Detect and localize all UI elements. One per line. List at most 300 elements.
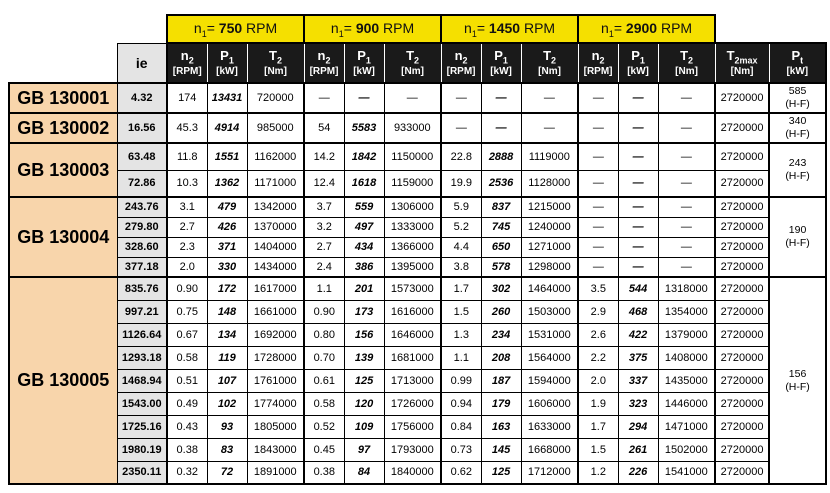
t2max-cell: 2720000 bbox=[715, 346, 769, 369]
speed-band-row bbox=[9, 15, 826, 43]
n2-cell: 0.90 bbox=[167, 277, 207, 300]
t2-cell: 1215000 bbox=[521, 197, 578, 217]
n2-cell: — bbox=[578, 143, 618, 170]
t2-cell: 1805000 bbox=[247, 415, 304, 438]
p1-cell: 479 bbox=[207, 197, 247, 217]
p1-cell: 187 bbox=[481, 369, 521, 392]
p1-cell: 330 bbox=[207, 257, 247, 277]
ie-cell: 1725.16 bbox=[117, 415, 167, 438]
n2-cell: 0.90 bbox=[304, 300, 344, 323]
n2-cell: — bbox=[578, 170, 618, 197]
table-row bbox=[9, 392, 826, 415]
n2-cell: 2.7 bbox=[304, 237, 344, 257]
t2-cell: — bbox=[658, 113, 715, 143]
t2-cell: 933000 bbox=[384, 113, 441, 143]
table-row bbox=[9, 237, 826, 257]
t2-cell: 1692000 bbox=[247, 323, 304, 346]
p1-cell: 1618 bbox=[344, 170, 384, 197]
ie-cell: 1468.94 bbox=[117, 369, 167, 392]
p1-cell: — bbox=[618, 197, 658, 217]
t2-cell: 985000 bbox=[247, 113, 304, 143]
n2-cell: — bbox=[578, 83, 618, 113]
t2-cell: 1713000 bbox=[384, 369, 441, 392]
n2-cell: 0.62 bbox=[441, 461, 481, 484]
t2max-cell: 2720000 bbox=[715, 369, 769, 392]
t2-cell: 1434000 bbox=[247, 257, 304, 277]
n2-cell: 1.7 bbox=[578, 415, 618, 438]
t2-cell: 1171000 bbox=[247, 170, 304, 197]
p1-cell: 163 bbox=[481, 415, 521, 438]
t2-cell: 1726000 bbox=[384, 392, 441, 415]
t2-cell: — bbox=[384, 83, 441, 113]
n2-cell: 5.9 bbox=[441, 197, 481, 217]
pt-note: (H-F) bbox=[785, 170, 810, 182]
n2-cell: 2.3 bbox=[167, 237, 207, 257]
ie-cell: 243.76 bbox=[117, 197, 167, 217]
p1-cell: 13431 bbox=[207, 83, 247, 113]
p1-cell: 109 bbox=[344, 415, 384, 438]
p1-cell: 302 bbox=[481, 277, 521, 300]
t2max-cell: 2720000 bbox=[715, 143, 769, 170]
p1-cell: 468 bbox=[618, 300, 658, 323]
p1-cell: — bbox=[618, 143, 658, 170]
p1-cell: 422 bbox=[618, 323, 658, 346]
t2max-cell: 2720000 bbox=[715, 83, 769, 113]
t2-cell: 1594000 bbox=[521, 369, 578, 392]
p1-cell: — bbox=[481, 83, 521, 113]
table-row bbox=[9, 277, 826, 300]
n2-cell: 0.58 bbox=[167, 346, 207, 369]
t2-cell: 1712000 bbox=[521, 461, 578, 484]
n2-cell: 2.4 bbox=[304, 257, 344, 277]
p1-cell: 145 bbox=[481, 438, 521, 461]
p1-cell: 323 bbox=[618, 392, 658, 415]
table-row bbox=[9, 170, 826, 197]
n2-cell: 0.80 bbox=[304, 323, 344, 346]
ie-cell: 997.21 bbox=[117, 300, 167, 323]
n2-cell: 1.1 bbox=[441, 346, 481, 369]
p1-cell: — bbox=[344, 83, 384, 113]
p1-cell: 139 bbox=[344, 346, 384, 369]
p1-cell: 173 bbox=[344, 300, 384, 323]
n2-cell: 1.5 bbox=[578, 438, 618, 461]
t2-cell: 1661000 bbox=[247, 300, 304, 323]
speed-group-1450: $n_1= 1450$ RPM bbox=[441, 15, 578, 43]
n2-cell: 0.73 bbox=[441, 438, 481, 461]
p1-cell: 497 bbox=[344, 217, 384, 237]
pt-note: (H-F) bbox=[785, 380, 810, 393]
ie-cell: 16.56 bbox=[117, 113, 167, 143]
t2max-cell: 2720000 bbox=[715, 257, 769, 277]
model-header-blank bbox=[9, 43, 117, 83]
t2-cell: 1502000 bbox=[658, 438, 715, 461]
table-row bbox=[9, 217, 826, 237]
col-header-t2: $T_2$ [Nm] bbox=[658, 43, 715, 83]
t2max-cell: 2720000 bbox=[715, 237, 769, 257]
table-header bbox=[9, 15, 826, 83]
pt-cell bbox=[769, 277, 826, 484]
table-row bbox=[9, 257, 826, 277]
pt-value: 585 bbox=[788, 85, 807, 98]
n2-cell: 0.75 bbox=[167, 300, 207, 323]
col-header-n2: $n_2$ [RPM] bbox=[578, 43, 618, 83]
t2-cell: — bbox=[658, 83, 715, 113]
t2max-cell: 2720000 bbox=[715, 113, 769, 143]
p1-cell: 375 bbox=[618, 346, 658, 369]
n2-cell: — bbox=[441, 83, 481, 113]
col-header-n2: $n_2$ [RPM] bbox=[167, 43, 207, 83]
ie-cell: 1543.00 bbox=[117, 392, 167, 415]
t2-cell: — bbox=[658, 170, 715, 197]
n2-cell: 0.67 bbox=[167, 323, 207, 346]
n2-cell: 0.49 bbox=[167, 392, 207, 415]
n2-cell: 3.7 bbox=[304, 197, 344, 217]
col-header-p1: $P_1$ [kW] bbox=[344, 43, 384, 83]
t2-cell: 1668000 bbox=[521, 438, 578, 461]
t2max-cell: 2720000 bbox=[715, 217, 769, 237]
n2-cell: 5.2 bbox=[441, 217, 481, 237]
n2-cell: 3.1 bbox=[167, 197, 207, 217]
p1-cell: 102 bbox=[207, 392, 247, 415]
p1-cell: 1842 bbox=[344, 143, 384, 170]
ie-cell: 63.48 bbox=[117, 143, 167, 170]
col-header-p1: $P_1$ [kW] bbox=[481, 43, 521, 83]
t2-cell: 1318000 bbox=[658, 277, 715, 300]
p1-cell: 119 bbox=[207, 346, 247, 369]
n2-cell: 45.3 bbox=[167, 113, 207, 143]
p1-cell: 2888 bbox=[481, 143, 521, 170]
table-row bbox=[9, 346, 826, 369]
p1-cell: 260 bbox=[481, 300, 521, 323]
p1-cell: — bbox=[618, 257, 658, 277]
t2-cell: 1756000 bbox=[384, 415, 441, 438]
ie-column-header: ie bbox=[117, 43, 167, 83]
t2-cell: 1843000 bbox=[247, 438, 304, 461]
t2max-cell: 2720000 bbox=[715, 415, 769, 438]
pt-cell bbox=[769, 113, 826, 143]
t2max-cell: 2720000 bbox=[715, 392, 769, 415]
t2-cell: 720000 bbox=[247, 83, 304, 113]
n2-cell: 10.3 bbox=[167, 170, 207, 197]
t2-cell: 1681000 bbox=[384, 346, 441, 369]
col-header-n2: $n_2$ [RPM] bbox=[304, 43, 344, 83]
t2-cell: 1128000 bbox=[521, 170, 578, 197]
p1-cell: 5583 bbox=[344, 113, 384, 143]
ie-cell: 1126.64 bbox=[117, 323, 167, 346]
p1-cell: 226 bbox=[618, 461, 658, 484]
corner-blank bbox=[715, 15, 826, 43]
n2-cell: 0.32 bbox=[167, 461, 207, 484]
t2-cell: — bbox=[521, 83, 578, 113]
n2-cell: — bbox=[578, 257, 618, 277]
n2-cell: 3.8 bbox=[441, 257, 481, 277]
t2max-cell: 2720000 bbox=[715, 170, 769, 197]
p1-cell: 179 bbox=[481, 392, 521, 415]
p1-cell: — bbox=[481, 113, 521, 143]
t2-cell: 1306000 bbox=[384, 197, 441, 217]
table-row bbox=[9, 197, 826, 217]
n2-cell: 0.70 bbox=[304, 346, 344, 369]
p1-cell: 83 bbox=[207, 438, 247, 461]
p1-cell: 2536 bbox=[481, 170, 521, 197]
p1-cell: 426 bbox=[207, 217, 247, 237]
t2-cell: 1617000 bbox=[247, 277, 304, 300]
n2-cell: 0.94 bbox=[441, 392, 481, 415]
p1-cell: 1362 bbox=[207, 170, 247, 197]
ie-cell: 835.76 bbox=[117, 277, 167, 300]
n2-cell: 0.58 bbox=[304, 392, 344, 415]
t2max-cell: 2720000 bbox=[715, 300, 769, 323]
n2-cell: 22.8 bbox=[441, 143, 481, 170]
t2max-cell: 2720000 bbox=[715, 277, 769, 300]
t2-cell: 1379000 bbox=[658, 323, 715, 346]
table-row bbox=[9, 83, 826, 113]
t2-cell: — bbox=[658, 257, 715, 277]
pt-note: (H-F) bbox=[785, 128, 810, 140]
model-cell: GB 130001 bbox=[9, 83, 117, 113]
t2-cell: 1333000 bbox=[384, 217, 441, 237]
t2-cell: 1840000 bbox=[384, 461, 441, 484]
t2-cell: 1159000 bbox=[384, 170, 441, 197]
n2-cell: 0.84 bbox=[441, 415, 481, 438]
ie-cell: 4.32 bbox=[117, 83, 167, 113]
p1-cell: — bbox=[618, 83, 658, 113]
t2-cell: 1728000 bbox=[247, 346, 304, 369]
n2-cell: — bbox=[578, 113, 618, 143]
t2-cell: — bbox=[658, 143, 715, 170]
p1-cell: 72 bbox=[207, 461, 247, 484]
p1-cell: 371 bbox=[207, 237, 247, 257]
n2-cell: 2.0 bbox=[167, 257, 207, 277]
pt-cell bbox=[769, 143, 826, 197]
t2-cell: 1271000 bbox=[521, 237, 578, 257]
t2-cell: 1774000 bbox=[247, 392, 304, 415]
n2-cell: 2.2 bbox=[578, 346, 618, 369]
t2-cell: 1503000 bbox=[521, 300, 578, 323]
model-cell: GB 130002 bbox=[9, 113, 117, 143]
n2-cell: 3.2 bbox=[304, 217, 344, 237]
n2-cell: — bbox=[578, 237, 618, 257]
p1-cell: 84 bbox=[344, 461, 384, 484]
p1-cell: 208 bbox=[481, 346, 521, 369]
t2-cell: 1342000 bbox=[247, 197, 304, 217]
n2-cell: 0.43 bbox=[167, 415, 207, 438]
col-header-t2: $T_2$ [Nm] bbox=[384, 43, 441, 83]
p1-cell: 4914 bbox=[207, 113, 247, 143]
p1-cell: 294 bbox=[618, 415, 658, 438]
t2-cell: 1162000 bbox=[247, 143, 304, 170]
p1-cell: 107 bbox=[207, 369, 247, 392]
speed-group-900: $n_1= 900$ RPM bbox=[304, 15, 441, 43]
ie-cell: 1980.19 bbox=[117, 438, 167, 461]
t2-cell: 1354000 bbox=[658, 300, 715, 323]
t2-cell: 1793000 bbox=[384, 438, 441, 461]
t2-cell: 1471000 bbox=[658, 415, 715, 438]
ie-cell: 279.80 bbox=[117, 217, 167, 237]
t2-cell: 1298000 bbox=[521, 257, 578, 277]
n2-cell: 1.2 bbox=[578, 461, 618, 484]
col-header-n2: $n_2$ [RPM] bbox=[441, 43, 481, 83]
n2-cell: 14.2 bbox=[304, 143, 344, 170]
p1-cell: 386 bbox=[344, 257, 384, 277]
n2-cell: 4.4 bbox=[441, 237, 481, 257]
t2-cell: 1370000 bbox=[247, 217, 304, 237]
t2-cell: 1761000 bbox=[247, 369, 304, 392]
n2-cell: 0.99 bbox=[441, 369, 481, 392]
p1-cell: 745 bbox=[481, 217, 521, 237]
ie-cell: 1293.18 bbox=[117, 346, 167, 369]
pt-cell bbox=[769, 197, 826, 277]
pt-cell bbox=[769, 83, 826, 113]
t2-cell: — bbox=[521, 113, 578, 143]
n2-cell: 2.7 bbox=[167, 217, 207, 237]
t2-cell: — bbox=[658, 237, 715, 257]
n2-cell: — bbox=[578, 217, 618, 237]
t2-cell: 1366000 bbox=[384, 237, 441, 257]
n2-cell: 0.38 bbox=[167, 438, 207, 461]
t2-cell: 1404000 bbox=[247, 237, 304, 257]
p1-cell: — bbox=[618, 237, 658, 257]
table-row bbox=[9, 369, 826, 392]
n2-cell: — bbox=[304, 83, 344, 113]
n2-cell: 1.7 bbox=[441, 277, 481, 300]
t2max-cell: 2720000 bbox=[715, 323, 769, 346]
n2-cell: 1.9 bbox=[578, 392, 618, 415]
col-header-pt: $P_t$ [kW] bbox=[769, 43, 826, 83]
t2-cell: 1119000 bbox=[521, 143, 578, 170]
p1-cell: 1551 bbox=[207, 143, 247, 170]
n2-cell: 12.4 bbox=[304, 170, 344, 197]
col-header-t2: $T_2$ [Nm] bbox=[521, 43, 578, 83]
p1-cell: 120 bbox=[344, 392, 384, 415]
pt-note: (H-F) bbox=[785, 98, 810, 110]
n2-cell: 0.45 bbox=[304, 438, 344, 461]
col-header-p1: $P_1$ [kW] bbox=[207, 43, 247, 83]
t2-cell: 1531000 bbox=[521, 323, 578, 346]
n2-cell: 1.1 bbox=[304, 277, 344, 300]
pt-value: 190 bbox=[788, 224, 807, 237]
t2max-cell: 2720000 bbox=[715, 197, 769, 217]
t2-cell: 1395000 bbox=[384, 257, 441, 277]
n2-cell: — bbox=[578, 197, 618, 217]
model-cell: GB 130004 bbox=[9, 197, 117, 277]
p1-cell: 97 bbox=[344, 438, 384, 461]
t2max-cell: 2720000 bbox=[715, 461, 769, 484]
p1-cell: — bbox=[618, 170, 658, 197]
table-row bbox=[9, 461, 826, 484]
corner-blank bbox=[9, 15, 167, 43]
p1-cell: 234 bbox=[481, 323, 521, 346]
n2-cell: 0.52 bbox=[304, 415, 344, 438]
table-body bbox=[9, 83, 826, 484]
p1-cell: 125 bbox=[481, 461, 521, 484]
p1-cell: 559 bbox=[344, 197, 384, 217]
p1-cell: 544 bbox=[618, 277, 658, 300]
col-header-t2max: $T_{2max}$ [Nm] bbox=[715, 43, 769, 83]
model-cell: GB 130003 bbox=[9, 143, 117, 197]
p1-cell: 578 bbox=[481, 257, 521, 277]
t2-cell: — bbox=[658, 197, 715, 217]
n2-cell: 2.6 bbox=[578, 323, 618, 346]
speed-group-2900: $n_1= 2900$ RPM bbox=[578, 15, 715, 43]
pt-value: 243 bbox=[788, 157, 807, 170]
model-cell: GB 130005 bbox=[9, 277, 117, 484]
n2-cell: — bbox=[441, 113, 481, 143]
ie-cell: 2350.11 bbox=[117, 461, 167, 484]
p1-cell: 134 bbox=[207, 323, 247, 346]
p1-cell: 125 bbox=[344, 369, 384, 392]
n2-cell: 1.3 bbox=[441, 323, 481, 346]
t2-cell: 1891000 bbox=[247, 461, 304, 484]
n2-cell: 0.51 bbox=[167, 369, 207, 392]
n2-cell: 11.8 bbox=[167, 143, 207, 170]
n2-cell: 19.9 bbox=[441, 170, 481, 197]
ie-cell: 328.60 bbox=[117, 237, 167, 257]
p1-cell: 93 bbox=[207, 415, 247, 438]
n2-cell: 174 bbox=[167, 83, 207, 113]
t2-cell: 1240000 bbox=[521, 217, 578, 237]
n2-cell: 2.0 bbox=[578, 369, 618, 392]
t2-cell: 1446000 bbox=[658, 392, 715, 415]
p1-cell: 148 bbox=[207, 300, 247, 323]
p1-cell: — bbox=[618, 217, 658, 237]
ie-cell: 377.18 bbox=[117, 257, 167, 277]
n2-cell: 0.38 bbox=[304, 461, 344, 484]
n2-cell: 54 bbox=[304, 113, 344, 143]
table-row bbox=[9, 143, 826, 170]
t2-cell: 1408000 bbox=[658, 346, 715, 369]
t2-cell: 1646000 bbox=[384, 323, 441, 346]
p1-cell: 434 bbox=[344, 237, 384, 257]
t2-cell: 1616000 bbox=[384, 300, 441, 323]
pt-value: 340 bbox=[788, 115, 807, 128]
p1-cell: 156 bbox=[344, 323, 384, 346]
pt-note: (H-F) bbox=[785, 237, 810, 249]
t2-cell: 1564000 bbox=[521, 346, 578, 369]
table-row bbox=[9, 300, 826, 323]
p1-cell: — bbox=[618, 113, 658, 143]
table-row bbox=[9, 438, 826, 461]
col-header-p1: $P_1$ [kW] bbox=[618, 43, 658, 83]
n2-cell: 1.5 bbox=[441, 300, 481, 323]
t2-cell: 1464000 bbox=[521, 277, 578, 300]
p1-cell: 337 bbox=[618, 369, 658, 392]
table-row bbox=[9, 323, 826, 346]
n2-cell: 2.9 bbox=[578, 300, 618, 323]
p1-cell: 837 bbox=[481, 197, 521, 217]
p1-cell: 201 bbox=[344, 277, 384, 300]
pt-value: 156 bbox=[788, 367, 807, 380]
t2-cell: 1541000 bbox=[658, 461, 715, 484]
t2-cell: 1573000 bbox=[384, 277, 441, 300]
speed-group-750: $n_1= 750$ RPM bbox=[167, 15, 304, 43]
n2-cell: 3.5 bbox=[578, 277, 618, 300]
t2-cell: — bbox=[658, 217, 715, 237]
p1-cell: 650 bbox=[481, 237, 521, 257]
p1-cell: 172 bbox=[207, 277, 247, 300]
gearbox-rating-table bbox=[8, 14, 827, 485]
ie-cell: 72.86 bbox=[117, 170, 167, 197]
t2max-cell: 2720000 bbox=[715, 438, 769, 461]
table-row bbox=[9, 113, 826, 143]
t2-cell: 1633000 bbox=[521, 415, 578, 438]
table-row bbox=[9, 415, 826, 438]
t2-cell: 1606000 bbox=[521, 392, 578, 415]
t2-cell: 1150000 bbox=[384, 143, 441, 170]
p1-cell: 261 bbox=[618, 438, 658, 461]
n2-cell: 0.61 bbox=[304, 369, 344, 392]
t2-cell: 1435000 bbox=[658, 369, 715, 392]
